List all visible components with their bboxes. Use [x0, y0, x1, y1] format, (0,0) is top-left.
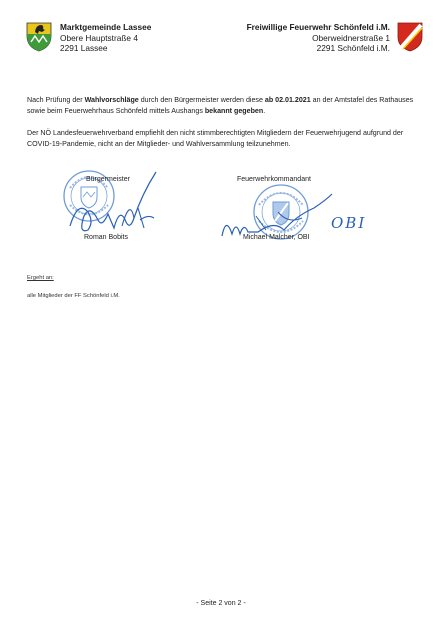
lassee-coat-of-arms-icon	[26, 22, 52, 52]
p1-text-2: durch den Bürgermeister werden diese	[138, 96, 265, 104]
p1-text-1: Nach Prüfung der	[27, 96, 85, 104]
signature-right-handwritten-rank: OBI	[331, 214, 367, 232]
p1-text-3: an der Amtstafel des Rathauses sowie beim Feuerwehrhaus Schönfeld mittels Aushangs	[27, 96, 414, 115]
header-right-org: Freiwillige Feuerwehr Schönfeld i.M.	[246, 22, 390, 32]
p1-bold-bekannt: bekannt gegeben	[204, 106, 264, 115]
signature-left-role: Bürgermeister	[86, 176, 130, 183]
signature-left-name: Roman Bobits	[84, 234, 128, 241]
paragraph-publication	[27, 95, 422, 116]
header-left-city: 2291 Lassee	[60, 43, 108, 54]
header-left-address	[60, 22, 151, 54]
header-right-street: Oberweidnerstraße 1	[312, 32, 390, 43]
signature-right-name: Michael Malcher, OBI	[243, 234, 310, 241]
distribution-recipients: alle Mitglieder der FF Schönfeld i.M.	[27, 293, 120, 299]
p1-bold-date: ab 02.01.2021	[264, 96, 311, 104]
signature-right-scribble	[218, 190, 338, 250]
header-left-street: Obere Hauptstraße 4	[60, 32, 138, 43]
page-number: - Seite 2 von 2 -	[196, 600, 246, 607]
p1-bold-wahlvorschlaege: Wahlvorschläge	[84, 96, 139, 104]
header-right-address	[247, 22, 390, 54]
signature-right-role: Feuerwehrkommandant	[237, 176, 311, 183]
ff-schoenfeld-emblem-icon	[397, 22, 423, 52]
header-left-org: Marktgemeinde Lassee	[60, 22, 152, 32]
header-right-city: 2291 Schönfeld i.M.	[316, 43, 390, 54]
paragraph-covid-notice: Der NÖ Landesfeuerwehrverband empfiehlt den nicht stimmberechtigten Mitgliedern der Feuerwehrjugend aufgrund der COVID-19-Pandemie, nicht an der Mitglieder- und Wahlversammlung teilzunehmen.	[27, 129, 404, 148]
distribution-label: Ergeht an:	[27, 275, 54, 281]
p1-text-4: .	[263, 106, 266, 115]
